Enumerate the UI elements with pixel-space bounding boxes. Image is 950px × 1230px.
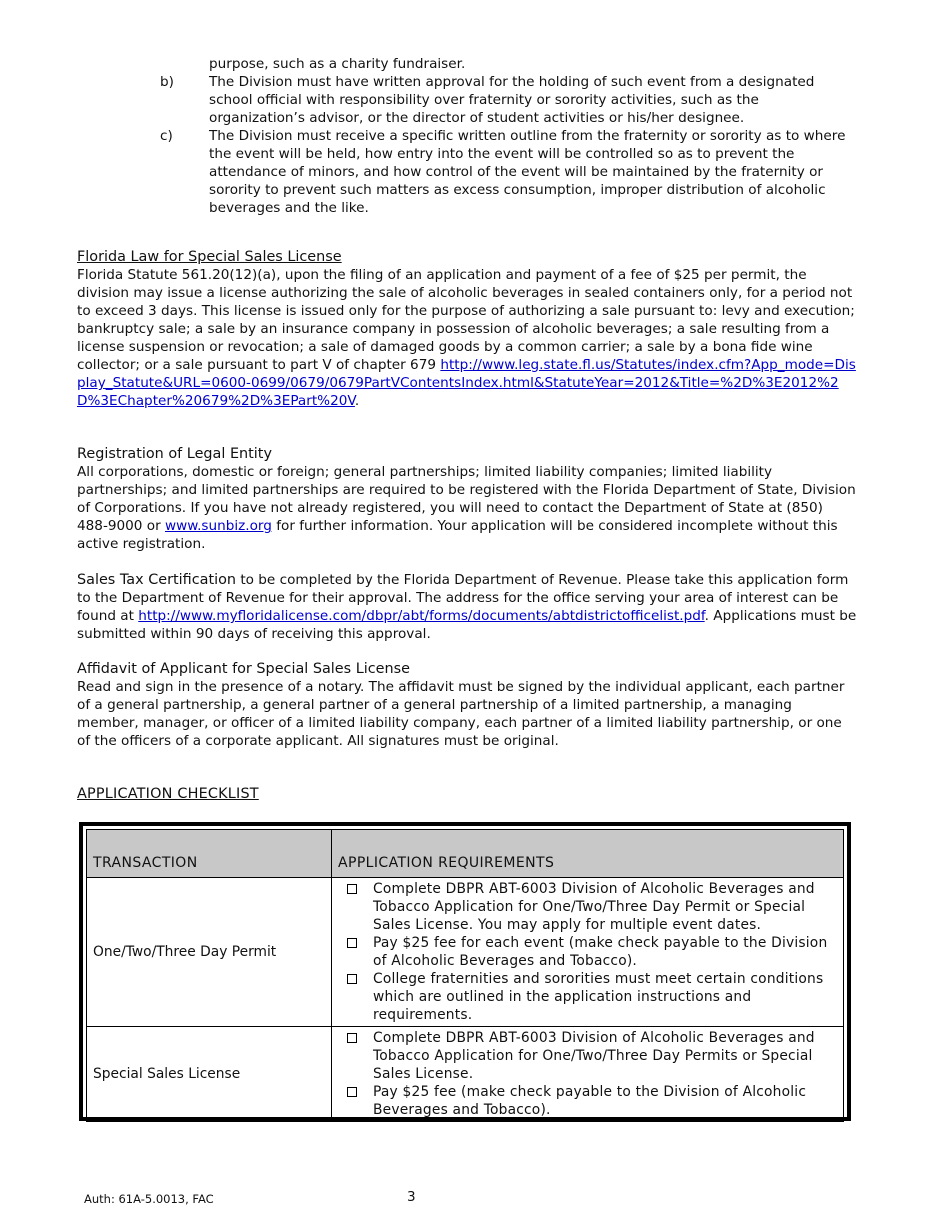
requirement-item	[346, 880, 835, 934]
requirement-item	[346, 1083, 835, 1119]
sales-tax-heading: Sales Tax Certification	[77, 572, 237, 588]
sales-tax-text-after: . Applications must be submitted within 90 days of receiving this approval.	[77, 608, 857, 642]
florida-law-section	[77, 248, 857, 410]
table-row	[87, 878, 844, 1027]
registration-section	[77, 445, 857, 553]
checklist-title: APPLICATION CHECKLIST	[77, 786, 259, 802]
list-item-letter: c)	[160, 128, 173, 144]
requirement-item	[346, 1029, 835, 1083]
sales-tax-section	[77, 571, 857, 643]
checkbox-icon[interactable]	[347, 1033, 357, 1043]
registration-heading: Registration of Legal Entity	[77, 446, 272, 462]
requirement-item	[346, 934, 835, 970]
transaction-column-header: TRANSACTION	[87, 830, 332, 878]
table-header-row	[87, 830, 844, 878]
transaction-cell: Special Sales License	[87, 1027, 332, 1122]
checkbox-icon[interactable]	[347, 938, 357, 948]
checklist-table-frame	[79, 822, 851, 1121]
footer-authority: Auth: 61A-5.0013, FAC	[84, 1192, 214, 1206]
list-item	[160, 127, 850, 217]
requirement-text: Pay $25 fee (make check payable to the Division of Alcoholic Beverages and Tobacco).	[373, 1084, 807, 1118]
registration-text-after: for further information. Your application will be considered incomplete without this active registration.	[77, 518, 838, 552]
list-item	[160, 73, 850, 127]
affidavit-text: Read and sign in the presence of a notary. The affidavit must be signed by the individual applicant, each partner of a general partnership, a general partner of a general partnership of a limited partnership, a managing member, manager, or officer of a limited liability company, each partner of a limited liability partnership, or one of the officers of a corporate applicant. All signatures must be original.	[77, 679, 845, 749]
sunbiz-link[interactable]: www.sunbiz.org	[165, 518, 272, 534]
requirements-cell	[332, 1027, 844, 1122]
florida-law-paragraph	[77, 266, 857, 410]
requirement-text: Complete DBPR ABT-6003 Division of Alcoholic Beverages and Tobacco Application for One/Two/Three Day Permits or Special Sales License.	[373, 1030, 815, 1082]
list-continuation: purpose, such as a charity fundraiser.	[209, 56, 466, 72]
list-item-text: The Division must have written approval for the holding of such event from a designated school official with responsibility over fraternity or sorority activities, such as the organization’s advisor, or the director of student activities or his/her designee.	[209, 74, 815, 126]
statute-link[interactable]: http://www.leg.state.fl.us/Statutes/index.cfm?App_mode=Display_Statute&URL=0600-0699/0679/0679PartVContentsIndex.html&StatuteYear=2012&Title=%2D%3E2012%2D%3EChapter%20679%2D%3EPart%20V	[77, 357, 856, 409]
requirements-cell	[332, 878, 844, 1027]
transaction-cell: One/Two/Three Day Permit	[87, 878, 332, 1027]
florida-law-period: .	[354, 393, 360, 409]
sales-tax-text-before: to be completed by the Florida Department of Revenue. Please take this application form to the Department of Revenue for their approval. The address for the office serving your area of interest can be found at	[77, 572, 849, 624]
affidavit-section	[77, 660, 857, 750]
florida-law-heading: Florida Law for Special Sales License	[77, 249, 342, 265]
checkbox-icon[interactable]	[347, 974, 357, 984]
registration-paragraph	[77, 463, 857, 553]
checkbox-icon[interactable]	[347, 884, 357, 894]
list-item-text: The Division must receive a specific written outline from the fraternity or sorority as to where the event will be held, how entry into the event will be controlled so as to prevent the attendance of minors, and how control of the event will be maintained by the fraternity or sorority to prevent such matters as excess consumption, improper distribution of alcoholic beverages and the like.	[209, 128, 846, 216]
checklist-table	[86, 829, 844, 1122]
registration-text-before: All corporations, domestic or foreign; general partnerships; limited liability companies; limited liability partnerships; and limited partnerships are required to be registered with the Florida Department of State, Division of Corporations. If you have not already registered, you will need to contact the Department of State at (850) 488-9000 or	[77, 464, 856, 534]
requirements-column-header: APPLICATION REQUIREMENTS	[332, 830, 844, 878]
list-item-letter: b)	[160, 74, 174, 90]
requirement-text: Pay $25 fee for each event (make check payable to the Division of Alcoholic Beverages and Tobacco).	[373, 935, 828, 969]
florida-law-text: Florida Statute 561.20(12)(a), upon the filing of an application and payment of a fee of $25 per permit, the division may issue a license authorizing the sale of alcoholic beverages in sealed containers only, for a period not to exceed 3 days. This license is issued only for the purpose of authorizing a sale pursuant to: levy and execution; bankruptcy sale; a sale by an insurance company in possession of alcoholic beverages; a sale resulting from a license suspension or revocation; a sale of damaged goods by a common carrier; a sale by a bona fide wine collector; or a sale pursuant to part V of chapter 679	[77, 267, 855, 373]
requirement-text: College fraternities and sororities must meet certain conditions which are outlined in the application instructions and requirements.	[373, 971, 824, 1023]
page-number: 3	[407, 1189, 416, 1205]
requirement-item	[346, 970, 835, 1024]
checkbox-icon[interactable]	[347, 1087, 357, 1097]
affidavit-heading: Affidavit of Applicant for Special Sales License	[77, 661, 410, 677]
requirement-text: Complete DBPR ABT-6003 Division of Alcoholic Beverages and Tobacco Application for One/Two/Three Day Permit or Special Sales License. You may apply for multiple event dates.	[373, 881, 815, 933]
district-office-link[interactable]: http://www.myfloridalicense.com/dbpr/abt/forms/documents/abtdistrictofficelist.pdf	[138, 608, 705, 624]
conditions-list	[160, 55, 850, 217]
table-row	[87, 1027, 844, 1122]
